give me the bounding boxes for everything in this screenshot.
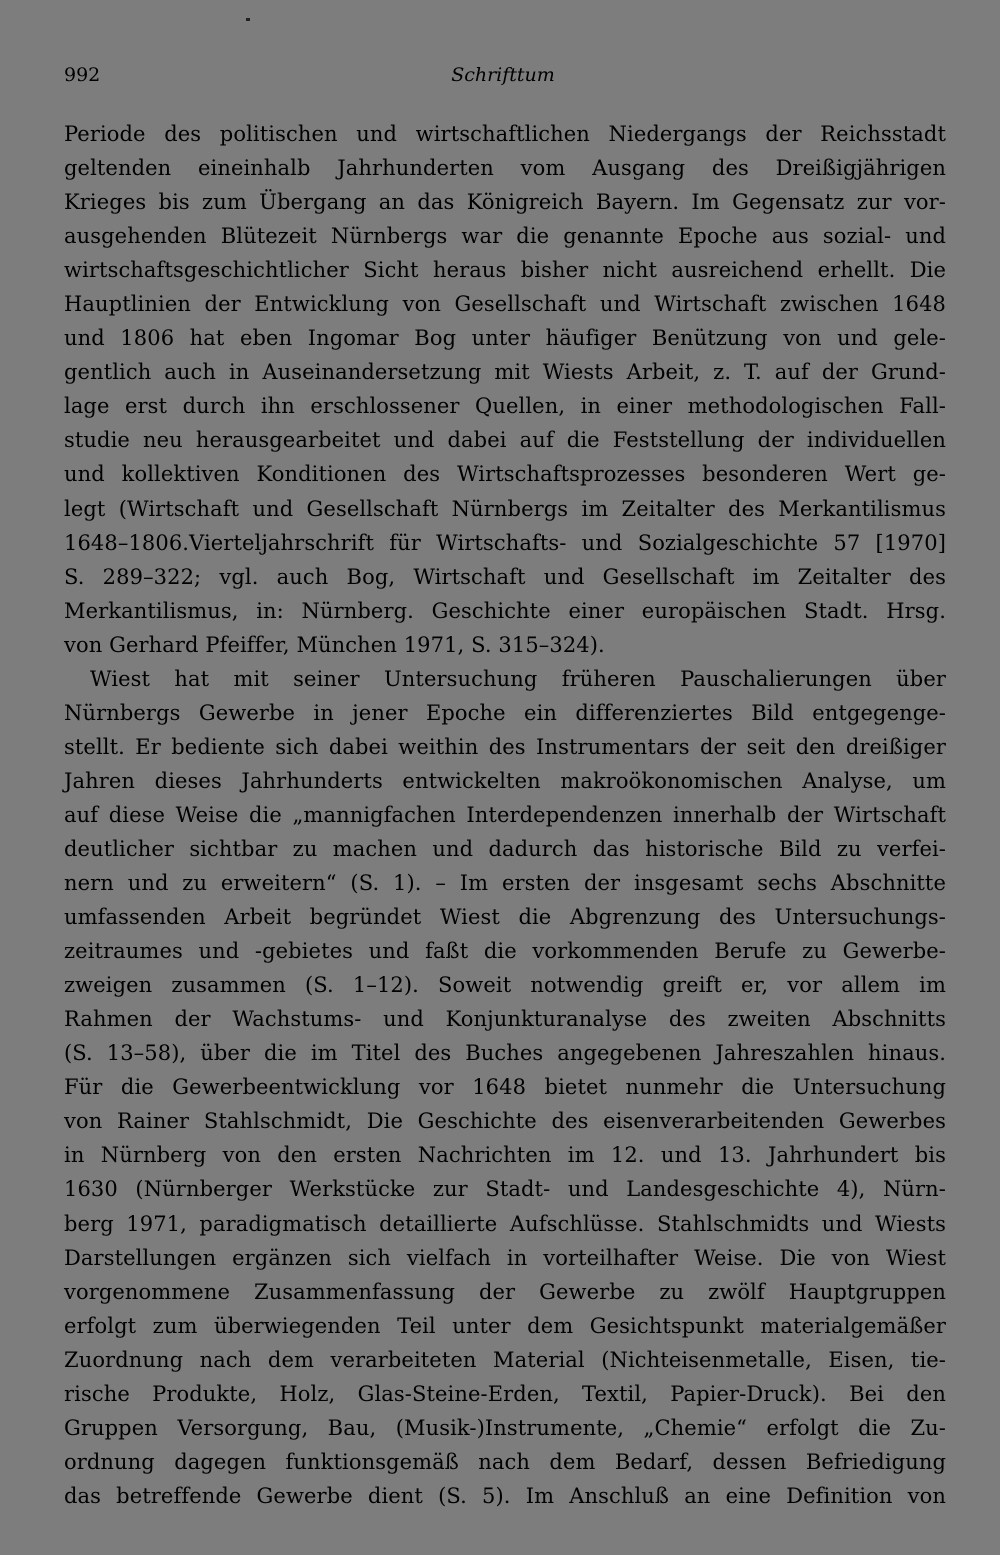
- text-line: zeitraumes und -gebietes und faßt die vorkommenden Berufe zu Gewerbe-: [64, 939, 946, 964]
- text-line: 1630 (Nürnberger Werkstücke zur Stadt- und Landesgeschichte 4), Nürn-: [64, 1177, 946, 1202]
- text-line: umfassenden Arbeit begründet Wiest die Abgrenzung des Untersuchungs-: [64, 905, 946, 930]
- text-line: stellt. Er bediente sich dabei weithin des Instrumentars der seit den dreißiger: [64, 734, 946, 759]
- text-line: zweigen zusammen (S. 1–12). Soweit notwendig greift er, vor allem im: [64, 973, 946, 998]
- text-line: Rahmen der Wachstums- und Konjunkturanalyse des zweiten Abschnitts: [64, 1007, 946, 1032]
- page-header: [64, 64, 942, 94]
- text-line: gentlich auch in Auseinandersetzung mit Wiests Arbeit, z. T. auf der Grund-: [64, 360, 946, 385]
- text-line: Periode des politischen und wirtschaftlichen Niedergangs der Reichsstadt: [64, 122, 946, 146]
- text-line: ausgehenden Blütezeit Nürnbergs war die genannte Epoche aus sozial- und: [64, 224, 946, 249]
- text-line: rische Produkte, Holz, Glas-Steine-Erden, Textil, Papier-Druck). Bei den: [64, 1381, 946, 1406]
- text-line: Nürnbergs Gewerbe in jener Epoche ein differenziertes Bild entgegenge-: [64, 700, 946, 725]
- text-line: studie neu herausgearbeitet und dabei auf die Feststellung der individuellen: [64, 428, 946, 453]
- text-line: nern und zu erweitern“ (S. 1). – Im ersten der insgesamt sechs Abschnitte: [64, 871, 946, 896]
- text-line: auf diese Weise die „mannigfachen Interdependenzen innerhalb der Wirtschaft: [64, 802, 946, 827]
- text-line: vorgenommene Zusammenfassung der Gewerbe zu zwölf Hauptgruppen: [64, 1279, 946, 1304]
- text-line: Wiest hat mit seiner Untersuchung früheren Pauschalierungen über: [90, 666, 946, 691]
- text-line: erfolgt zum überwiegenden Teil unter dem Gesichtspunkt materialgemäßer: [64, 1313, 946, 1338]
- text-line: von Gerhard Pfeiffer, München 1971, S. 315–324).: [64, 632, 605, 657]
- text-line: geltenden eineinhalb Jahrhunderten vom Ausgang des Dreißigjährigen: [64, 156, 946, 181]
- text-line: deutlicher sichtbar zu machen und dadurch das historische Bild zu verfei-: [64, 836, 946, 861]
- running-title: Schrifttum: [451, 64, 555, 86]
- text-line: das betreffende Gewerbe dient (S. 5). Im Anschluß an eine Definition von: [64, 1483, 946, 1508]
- text-line: Für die Gewerbeentwicklung vor 1648 bietet nunmehr die Untersuchung: [64, 1075, 946, 1100]
- paragraph: [64, 662, 946, 1513]
- text-line: Merkantilismus, in: Nürnberg. Geschichte einer europäischen Stadt. Hrsg.: [64, 598, 946, 623]
- text-line: lage erst durch ihn erschlossener Quellen, in einer methodologischen Fall-: [64, 394, 946, 419]
- text-line: und 1806 hat eben Ingomar Bog unter häufiger Benützung von und gele-: [64, 326, 946, 351]
- text-line: Gruppen Versorgung, Bau, (Musik-)Instrumente, „Chemie“ erfolgt die Zu-: [64, 1415, 946, 1440]
- text-line: berg 1971, paradigmatisch detaillierte Aufschlüsse. Stahlschmidts und Wiests: [64, 1211, 946, 1236]
- text-line: Jahren dieses Jahrhunderts entwickelten makroökonomischen Analyse, um: [64, 768, 946, 793]
- paragraph: [64, 117, 946, 662]
- scan-artifact-dot: [246, 18, 250, 21]
- text-line: Krieges bis zum Übergang an das Königreich Bayern. Im Gegensatz zur vor-: [64, 190, 946, 215]
- page-number: 992: [64, 64, 101, 86]
- text-line: Zuordnung nach dem verarbeiteten Material (Nichteisenmetalle, Eisen, tie-: [64, 1347, 946, 1372]
- text-line: und kollektiven Konditionen des Wirtschaftsprozesses besonderen Wert ge-: [64, 462, 946, 487]
- text-line: (S. 13–58), über die im Titel des Buches angegebenen Jahreszahlen hinaus.: [64, 1041, 946, 1066]
- text-line: S. 289–322; vgl. auch Bog, Wirtschaft und Gesellschaft im Zeitalter des: [64, 564, 946, 589]
- text-line: in Nürnberg von den ersten Nachrichten im 12. und 13. Jahrhundert bis: [64, 1143, 946, 1168]
- text-line: Darstellungen ergänzen sich vielfach in vorteilhafter Weise. Die von Wiest: [64, 1245, 946, 1270]
- text-line: 1648–1806.Vierteljahrschrift für Wirtschafts- und Sozialgeschichte 57 [1970]: [64, 530, 946, 555]
- text-line: legt (Wirtschaft und Gesellschaft Nürnbergs im Zeitalter des Merkantilismus: [64, 496, 946, 521]
- text-line: wirtschaftsgeschichtlicher Sicht heraus bisher nicht ausreichend erhellt. Die: [64, 258, 946, 283]
- text-line: Hauptlinien der Entwicklung von Gesellschaft und Wirtschaft zwischen 1648: [64, 292, 946, 317]
- text-line: ordnung dagegen funktionsgemäß nach dem Bedarf, dessen Befriedigung: [64, 1449, 946, 1474]
- body-text: [64, 117, 946, 1513]
- text-line: von Rainer Stahlschmidt, Die Geschichte des eisenverarbeitenden Gewerbes: [64, 1109, 946, 1134]
